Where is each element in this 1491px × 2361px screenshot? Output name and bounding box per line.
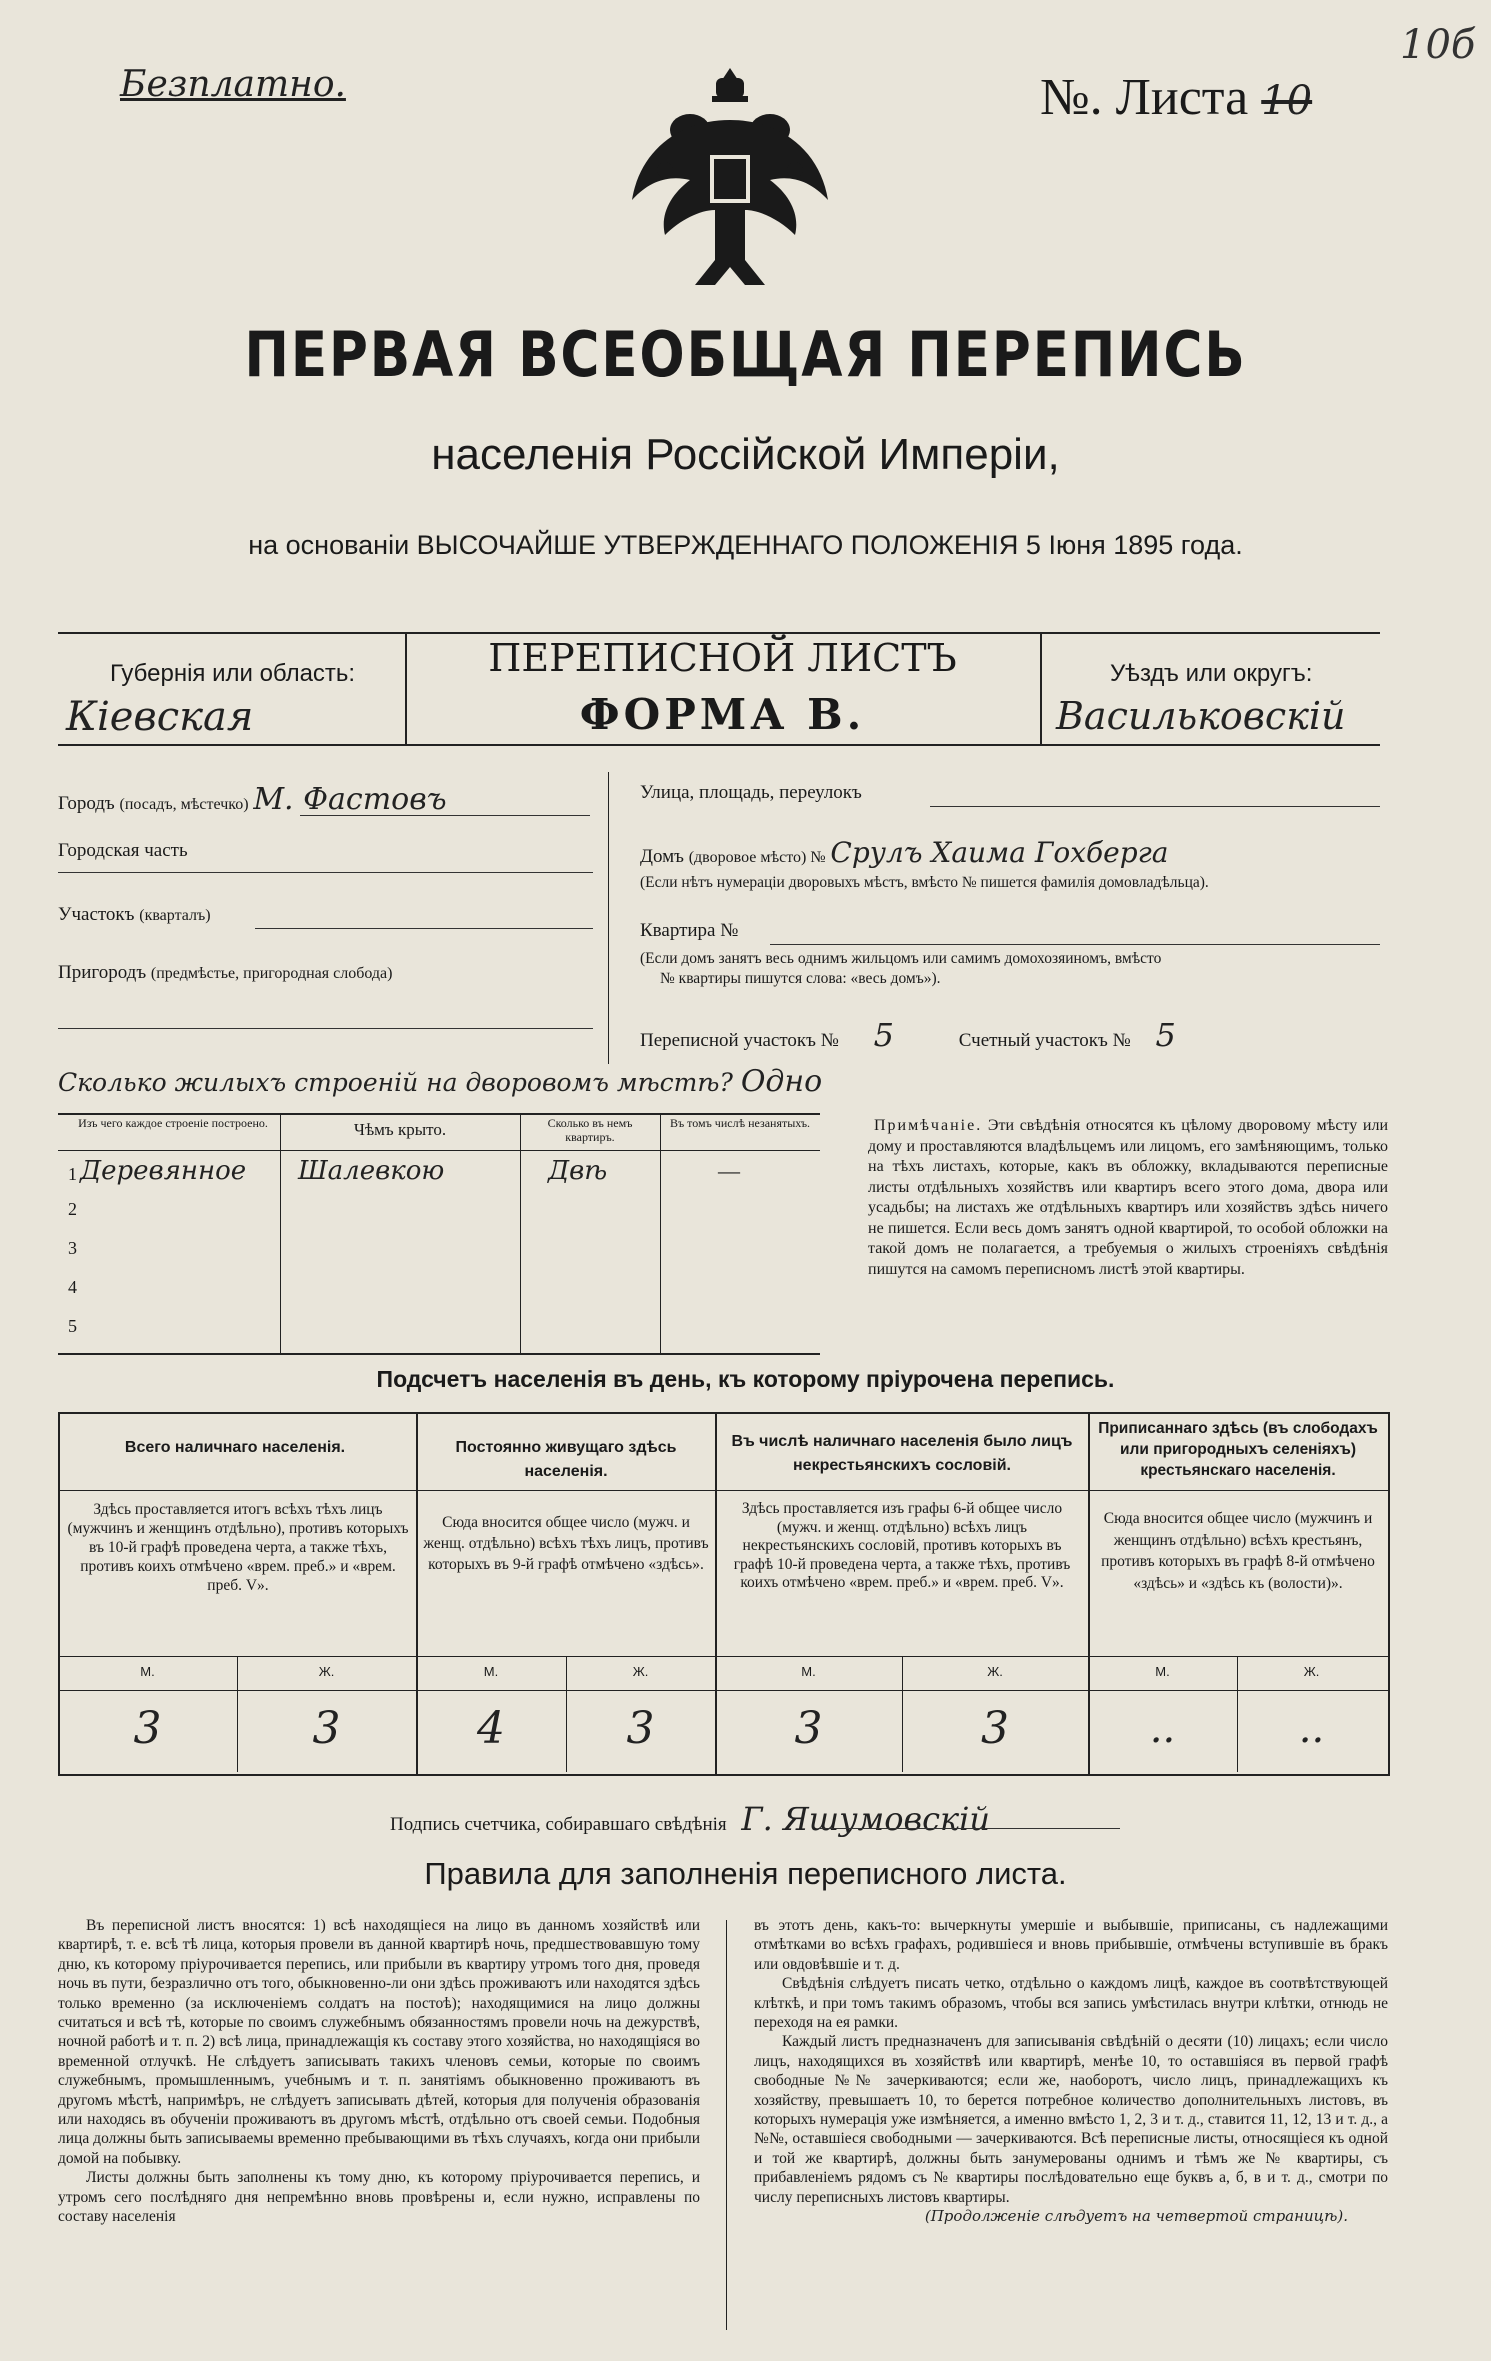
table-row [58, 1154, 820, 1193]
table-row [58, 1193, 820, 1232]
buildings-note [868, 1116, 1388, 1280]
pop-col4-f-value: .. [1298, 1706, 1325, 1752]
sheet-label: №. Листа [1040, 69, 1249, 126]
pop-col3-title: Въ числѣ наличнаго населенія было лицъ некрестьянскихъ сословій. [731, 1433, 1073, 1474]
apartment-label: Квартира № [640, 920, 739, 941]
pop-col1-f-label: Ж. [318, 1664, 335, 1679]
rules-right-column [754, 1916, 1388, 2227]
count-area-value: 5 [1155, 1016, 1176, 1054]
row-apartments: Двѣ [548, 1156, 608, 1186]
imperial-eagle-emblem [620, 60, 840, 290]
house-note: (Если нѣтъ нумераціи дворовыхъ мѣстъ, вмѣсто № пишется фамилія домовладѣльца). [640, 874, 1209, 891]
street-label: Улица, площадь, переулокъ [640, 782, 862, 803]
sheet-number-value: 10 [1261, 78, 1313, 124]
apartment-note-1: (Если домъ занятъ весь однимъ жильцомъ или самимъ домохозяиномъ, вмѣсто [640, 950, 1162, 967]
rules-left-column [58, 1916, 700, 2227]
pop-col4-m-value: .. [1149, 1706, 1176, 1752]
population-heading: Подсчетъ населенія въ день, къ которому пріурочена перепись. [376, 1366, 1115, 1392]
form-label: ФОРМА В. [579, 690, 866, 739]
pop-col2-title: Постоянно живущаго здѣсь населенія. [455, 1439, 677, 1480]
suburb-field [58, 962, 392, 984]
pop-col1-m-value: 3 [133, 1703, 162, 1754]
suburb-label: Пригородъ [58, 962, 147, 983]
signature-value: Г. Яшумовскій [741, 1800, 990, 1838]
row-vacant: — [718, 1158, 740, 1183]
precinct-label: Участокъ [58, 904, 135, 925]
row-number: 2 [68, 1199, 77, 1219]
census-area-label: Переписной участокъ № [640, 1030, 839, 1051]
pop-col2-m-label: М. [483, 1664, 499, 1679]
pop-col2-m-value: 4 [477, 1703, 505, 1754]
rules-paragraph: Листы должны быть заполнены къ тому дню, къ которому пріурочивается перепись, и утромъ сего послѣдняго дня непремѣнно вновь провѣрены и, если нужно, исправлены по составу населенія [58, 2169, 700, 2226]
census-area-value: 5 [873, 1016, 894, 1054]
row-number: 4 [68, 1277, 77, 1297]
rules-paragraph: въ этотъ день, какъ-то: вычеркнуты умершіе и выбывшіе, приписаны, съ надлежащими отмѣтками во всѣхъ графахъ, родившіеся и вновь прибывшіе, отмѣчены вступившіе въ бракъ или овдовѣвшіе и т. д. [754, 1917, 1388, 1973]
pop-col4-f-label: Ж. [1303, 1664, 1320, 1679]
buildings-col-material: Изъ чего каждое строеніе построено. [78, 1116, 268, 1130]
province-label: Губернія или область: [110, 660, 356, 687]
pop-col1-f-value: 3 [312, 1703, 341, 1754]
pop-col3-m-label: М. [801, 1664, 816, 1679]
province-value: Кіевская [66, 694, 254, 740]
count-area-label: Счетный участокъ № [958, 1030, 1131, 1051]
pop-col1-desc: Здѣсь проставляется итогъ всѣхъ тѣхъ лицъ (мужчинъ и женщинъ отдѣльно), противъ которыхъ въ 10-й графѣ проведена черта, а также тѣхъ, противъ коихъ отмѣчено «врем. преб.» и «врем. преб. V». [67, 1501, 409, 1594]
page-title: ПЕРВАЯ ВСЕОБЩАЯ ПЕРЕПИСЬ [244, 318, 1247, 391]
buildings-question [58, 1064, 822, 1099]
pop-col4-desc: Сюда вносится общее число (мужчинъ и женщинъ отдѣльно) всѣхъ крестьянъ, противъ которыхъ въ графѣ 8-й отмѣчено «здѣсь» и «здѣсь къ (волости)». [1101, 1510, 1375, 1592]
signature-label: Подпись счетчика, собиравшаго свѣдѣнія [390, 1814, 727, 1835]
house-hint: (дворовое мѣсто) № [688, 849, 826, 866]
rules-paragraph: Каждый листъ предназначенъ для записыванія свѣдѣній о десяти (10) лицахъ; если число лицъ, находящихся въ хозяйствѣ или квартирѣ, менѣе 10, то оставшіяся въ первой графѣ свободные №№ зачеркиваются; если же, наоборотъ, число лицъ, принадлежащихъ къ хозяйству, превышаетъ 10, то берется потребное количество дополнительныхъ листовъ, въ которыхъ нумерація уже измѣняется, а именно вмѣсто 1, 2, 3 и т. д., ставится 11, 12, 13 и т. д., а №№, оставшіеся свободными — зачеркиваются. Всѣ переписные листы, относящіеся къ одной и той же квартирѣ, должны быть занумерованы однимъ и тѣмъ же № квартиры, съ прибавленіемъ рядомъ съ № квартиры послѣдовательно еще буквъ а, б, в и т. д., смотри по числу переписныхъ листовъ квартиры. [754, 2033, 1388, 2206]
rules-continued: (Продолженіе слѣдуетъ на четвертой страницѣ). [924, 2207, 1348, 2226]
house-value: Срулъ Хаима Гохберга [830, 836, 1169, 869]
pop-col1-m-label: М. [140, 1664, 155, 1679]
buildings-col-roof: Чѣмъ крыто. [353, 1120, 447, 1139]
city-part-label: Городская часть [58, 840, 188, 861]
pop-col3-m-value: 3 [794, 1703, 823, 1754]
city-label: Городъ [58, 793, 115, 814]
suburb-hint: (предмѣстье, пригородная слобода) [150, 965, 393, 982]
note-text: Эти свѣдѣнія относятся къ цѣлому дворовому мѣсту или дому и проставляются владѣльцемъ или лицомъ, его замѣняющимъ, только на тѣхъ листахъ, которые, какъ въ обложку, вкладываются переписные листы отдѣльныхъ хозяйствъ или квартиръ всего этого дома, двора или усадьбы; на листахъ же отдѣльныхъ квартиръ или хозяйствъ здѣсь ничего не пишется. Если весь домъ занятъ одной квартирой, то особой обложки на такой домъ не полагается, а требуемыя о жилыхъ строеніяхъ свѣдѣнія пишутся на самомъ переписномъ листѣ этой квартиры. [868, 1117, 1389, 1278]
city-field [58, 782, 447, 817]
row-material: Деревянное [80, 1156, 247, 1186]
house-field [640, 836, 1168, 869]
subtitle: населенія Россійской Имперіи, [431, 430, 1060, 479]
sheet-number-label [1040, 68, 1312, 127]
district-value: Васильковскій [1056, 694, 1346, 738]
precinct-field [58, 904, 211, 926]
corner-number: 10б [1400, 22, 1476, 68]
buildings-col-apartments: Сколько въ немъ квартиръ. [547, 1116, 633, 1144]
precinct-hint: (кварталъ) [139, 907, 211, 924]
city-hint: (посадъ, мѣстечко) [119, 796, 249, 813]
pop-col3-f-label: Ж. [987, 1664, 1003, 1679]
pop-col3-desc: Здѣсь проставляется изъ графы 6-й общее число (мужч. и женщ. отдѣльно) всѣхъ лицъ некрестьянскихъ сословій, противъ которыхъ въ графѣ 10-й проведена черта, а также тѣхъ, противъ коихъ отмѣчено «врем. преб.» и «врем. преб. V». [733, 1500, 1071, 1591]
row-roof: Шалевкою [298, 1156, 445, 1186]
rules-paragraph: Свѣдѣнія слѣдуетъ писать четко, отдѣльно о каждомъ лицѣ, каждое въ соотвѣтствующей клѣткѣ, и при томъ такимъ образомъ, чтобы вся запись умѣстилась внутри клѣтки, отнюдь не переходя на ея рамки. [754, 1975, 1388, 2032]
pop-col2-desc: Сюда вносится общее число (мужч. и женщ. отдѣльно) всѣхъ тѣхъ лицъ, противъ которыхъ въ 9-й графѣ отмѣчено «здѣсь». [423, 1514, 709, 1573]
house-label: Домъ [640, 846, 684, 867]
census-areas [640, 1016, 1176, 1054]
note-head: Примѣчаніе. [874, 1117, 983, 1134]
pop-col2-f-label: Ж. [632, 1664, 649, 1679]
row-number: 5 [68, 1316, 77, 1336]
basis-line: на основаніи ВЫСОЧАЙШЕ УТВЕРЖДЕННАГО ПОЛОЖЕНІЯ 5 Іюня 1895 года. [248, 530, 1243, 560]
buildings-answer: Одно [740, 1064, 823, 1099]
district-label: Уѣздъ или округъ: [1110, 660, 1313, 687]
apartment-note-2: № квартиры пишутся слова: «весь домъ»). [660, 970, 941, 987]
row-number: 1 [68, 1164, 77, 1184]
rules-title: Правила для заполненія переписного листа. [424, 1856, 1067, 1891]
pop-col3-f-value: 3 [981, 1703, 1009, 1754]
pop-col1-title: Всего наличнаго населенія. [124, 1439, 346, 1456]
signature-field [390, 1800, 990, 1838]
table-row [58, 1310, 820, 1349]
pop-col2-f-value: 3 [626, 1703, 655, 1754]
row-number: 3 [68, 1238, 77, 1258]
pop-col4-title: Приписаннаго здѣсь (въ слободахъ или пригородныхъ селеніяхъ) крестьянскаго населенія. [1098, 1420, 1378, 1479]
table-row [58, 1271, 820, 1310]
buildings-rows [58, 1154, 820, 1349]
buildings-col-vacant: Въ томъ числѣ незанятыхъ. [669, 1116, 811, 1130]
table-row [58, 1232, 820, 1271]
city-value: М. Фастовъ [253, 782, 447, 817]
rules-paragraph: Въ переписной листъ вносятся: 1) всѣ находящіеся на лицо въ данномъ хозяйствѣ или квартирѣ, т. е. всѣ тѣ лица, которыя провели въ данной квартирѣ ночь, предшествовавшую тому дню, къ которому пріурочивается перепись, или прибыли въ квартиру утромъ того дня, проведя ночь въ пути, безразлично отъ того, обыкновенно-ли они здѣсь проживаютъ или находятся здѣсь только временно (за исключеніемъ солдатъ на постоѣ); находящимися на лицо должны считаться и всѣ тѣ, которые по своимъ служебнымъ обязанностямъ провели ночь на дежурствѣ, ночной работѣ и т. п. 2) всѣ лица, принадлежащія къ составу этого хозяйства, но находящіяся во временной отлучкѣ. Не слѣдуетъ записывать такихъ членовъ семьи, которые по своимъ служебнымъ, промышленнымъ, учебнымъ и т. п. занятіямъ обыкновенно проживаютъ въ другомъ мѣстѣ, напримѣръ, не слѣдуетъ записывать дѣтей, которыя для полученія образованія или находясь въ обученіи проживаютъ въ другомъ мѣстѣ, отдѣльно отъ своей семьи. Подобныя лица должны быть записываемы временно пребывающими въ тѣхъ случаяхъ, когда они прибыли домой на побывку. [58, 1917, 700, 2167]
buildings-question-text: Сколько жилыхъ строеній на дворовомъ мѣстѣ? [58, 1068, 733, 1097]
sheet-title: ПЕРЕПИСНОЙ ЛИСТЪ [488, 636, 957, 680]
free-label: Безплатно. [120, 64, 346, 105]
pop-col4-m-label: М. [1155, 1664, 1170, 1679]
